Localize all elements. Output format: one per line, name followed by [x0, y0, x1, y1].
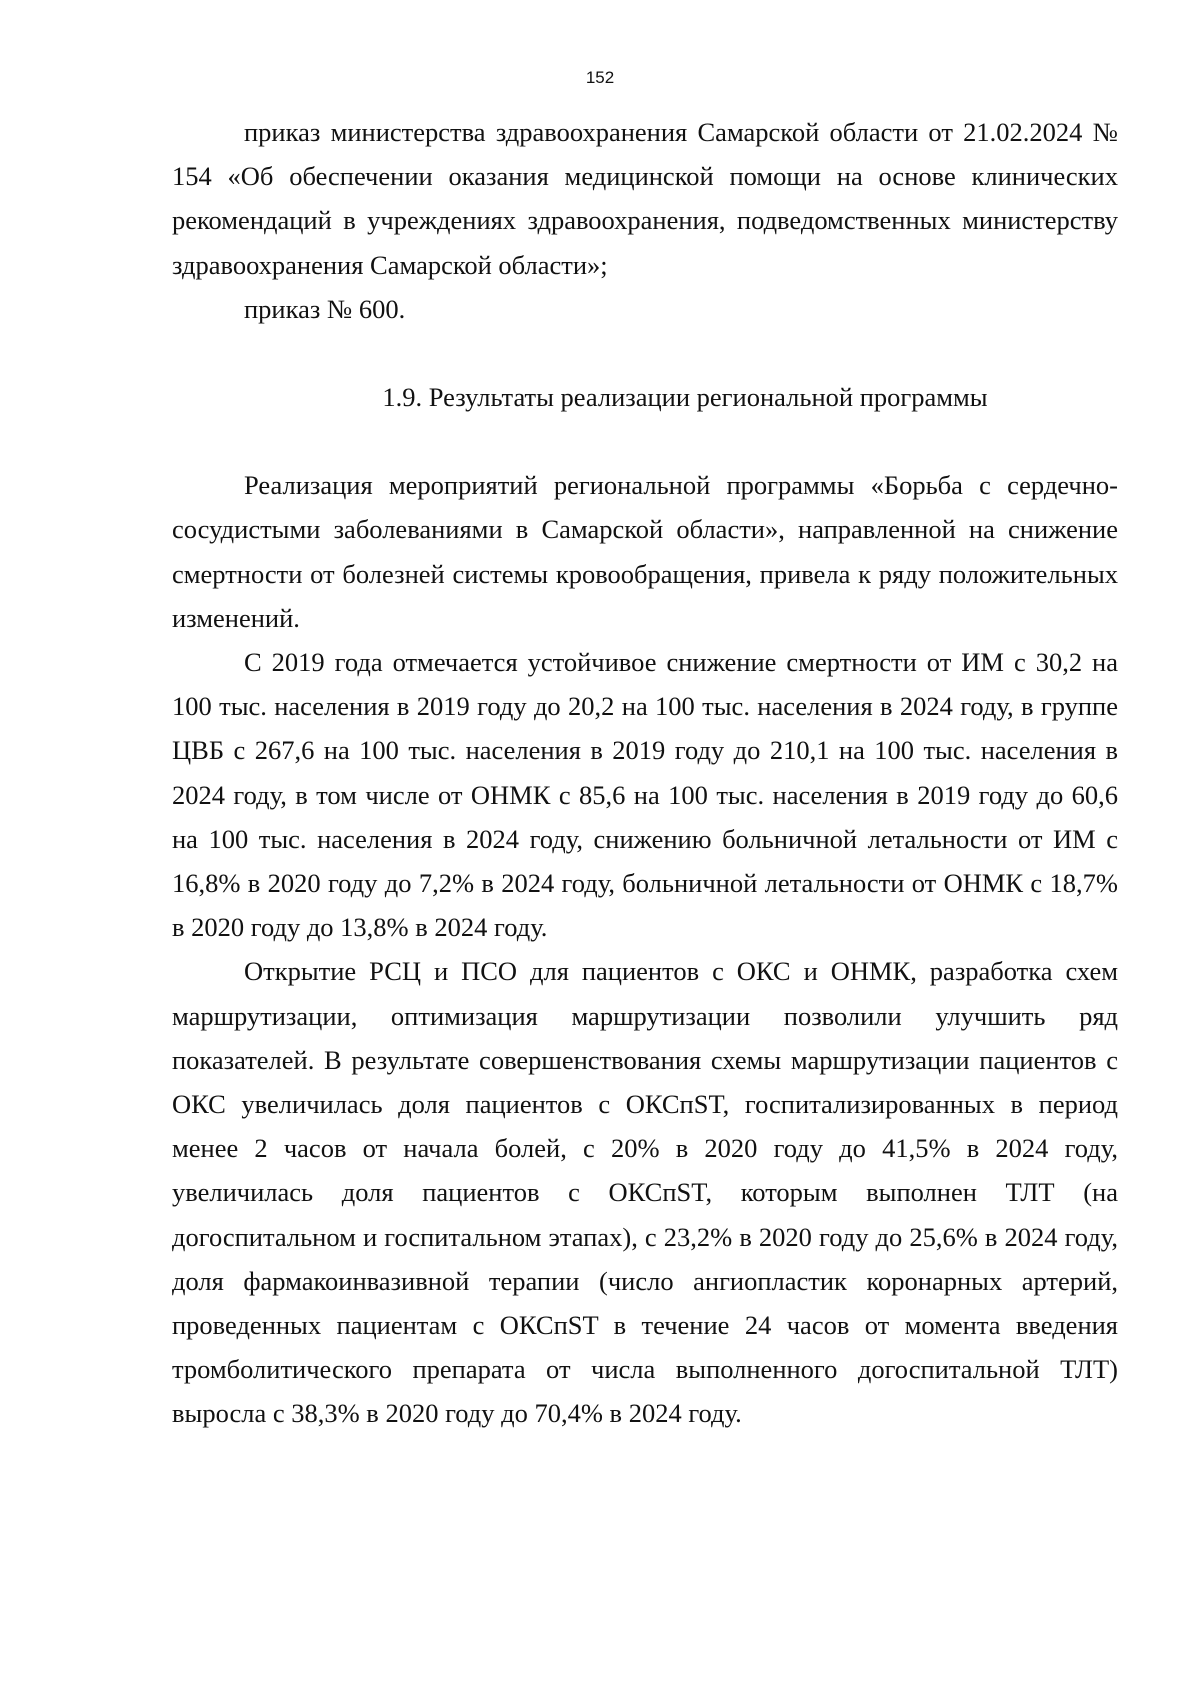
paragraph-order-600: приказ № 600.: [244, 293, 406, 324]
paragraph-order-154: приказ министерства здравоохранения Самарской области от 21.02.2024 № 154 «Об обеспечении оказания медицинской помощи на основе клинических рекомендаций в учреждениях здравоохранения, подведомственных министерству здравоохранения Самарской области»;: [172, 117, 1118, 280]
paragraph-routing: Открытие РСЦ и ПСО для пациентов с ОКС и ОНМК, разработка схем маршрутизации, оптимизация маршрутизации позволили улучшить ряд показателей. В результате совершенствования схемы маршрутизации пациентов с ОКС увеличилась доля пациентов с ОКСпST, госпитализированных в период менее 2 часов от начала болей, с 20% в 2020 году до 41,5% в 2024 году, увеличилась доля пациентов с ОКСпST, которым выполнен ТЛТ (на догоспитальном и госпитальном этапах), с 23,2% в 2020 году до 25,6% в 2024 году, доля фармакоинвазивной терапии (число ангиопластик коронарных артерий, проведенных пациентам с ОКСпST в течение 24 часов от момента введения тромболитического препарата от числа выполненного догоспитальной ТЛТ) выросла с 38,3% в 2020 году до 70,4% в 2024 году.: [172, 956, 1118, 1429]
section-heading: 1.9. Результаты реализации региональной программы: [382, 382, 988, 413]
paragraph-mortality: С 2019 года отмечается устойчивое снижение смертности от ИМ с 30,2 на 100 тыс. населения в 2019 году до 20,2 на 100 тыс. населения в 2024 году, в группе ЦВБ с 267,6 на 100 тыс. населения в 2019 году до 210,1 на 100 тыс. населения в 2024 году, в том числе от ОНМК с 85,6 на 100 тыс. населения в 2019 году до 60,6 на 100 тыс. населения в 2024 году, снижению больничной летальности от ИМ с 16,8% в 2020 году до 7,2% в 2024 году, больничной летальности от ОНМК с 18,7% в 2020 году до 13,8% в 2024 году.: [172, 647, 1118, 943]
page-number: 152: [585, 68, 615, 87]
paragraph-program-results: Реализация мероприятий региональной программы «Борьба с сердечно-сосудистыми заболеваниями в Самарской области», направленной на снижение смертности от болезней системы кровообращения, привела к ряду положительных изменений.: [172, 470, 1118, 633]
document-body: [172, 110, 1118, 1436]
